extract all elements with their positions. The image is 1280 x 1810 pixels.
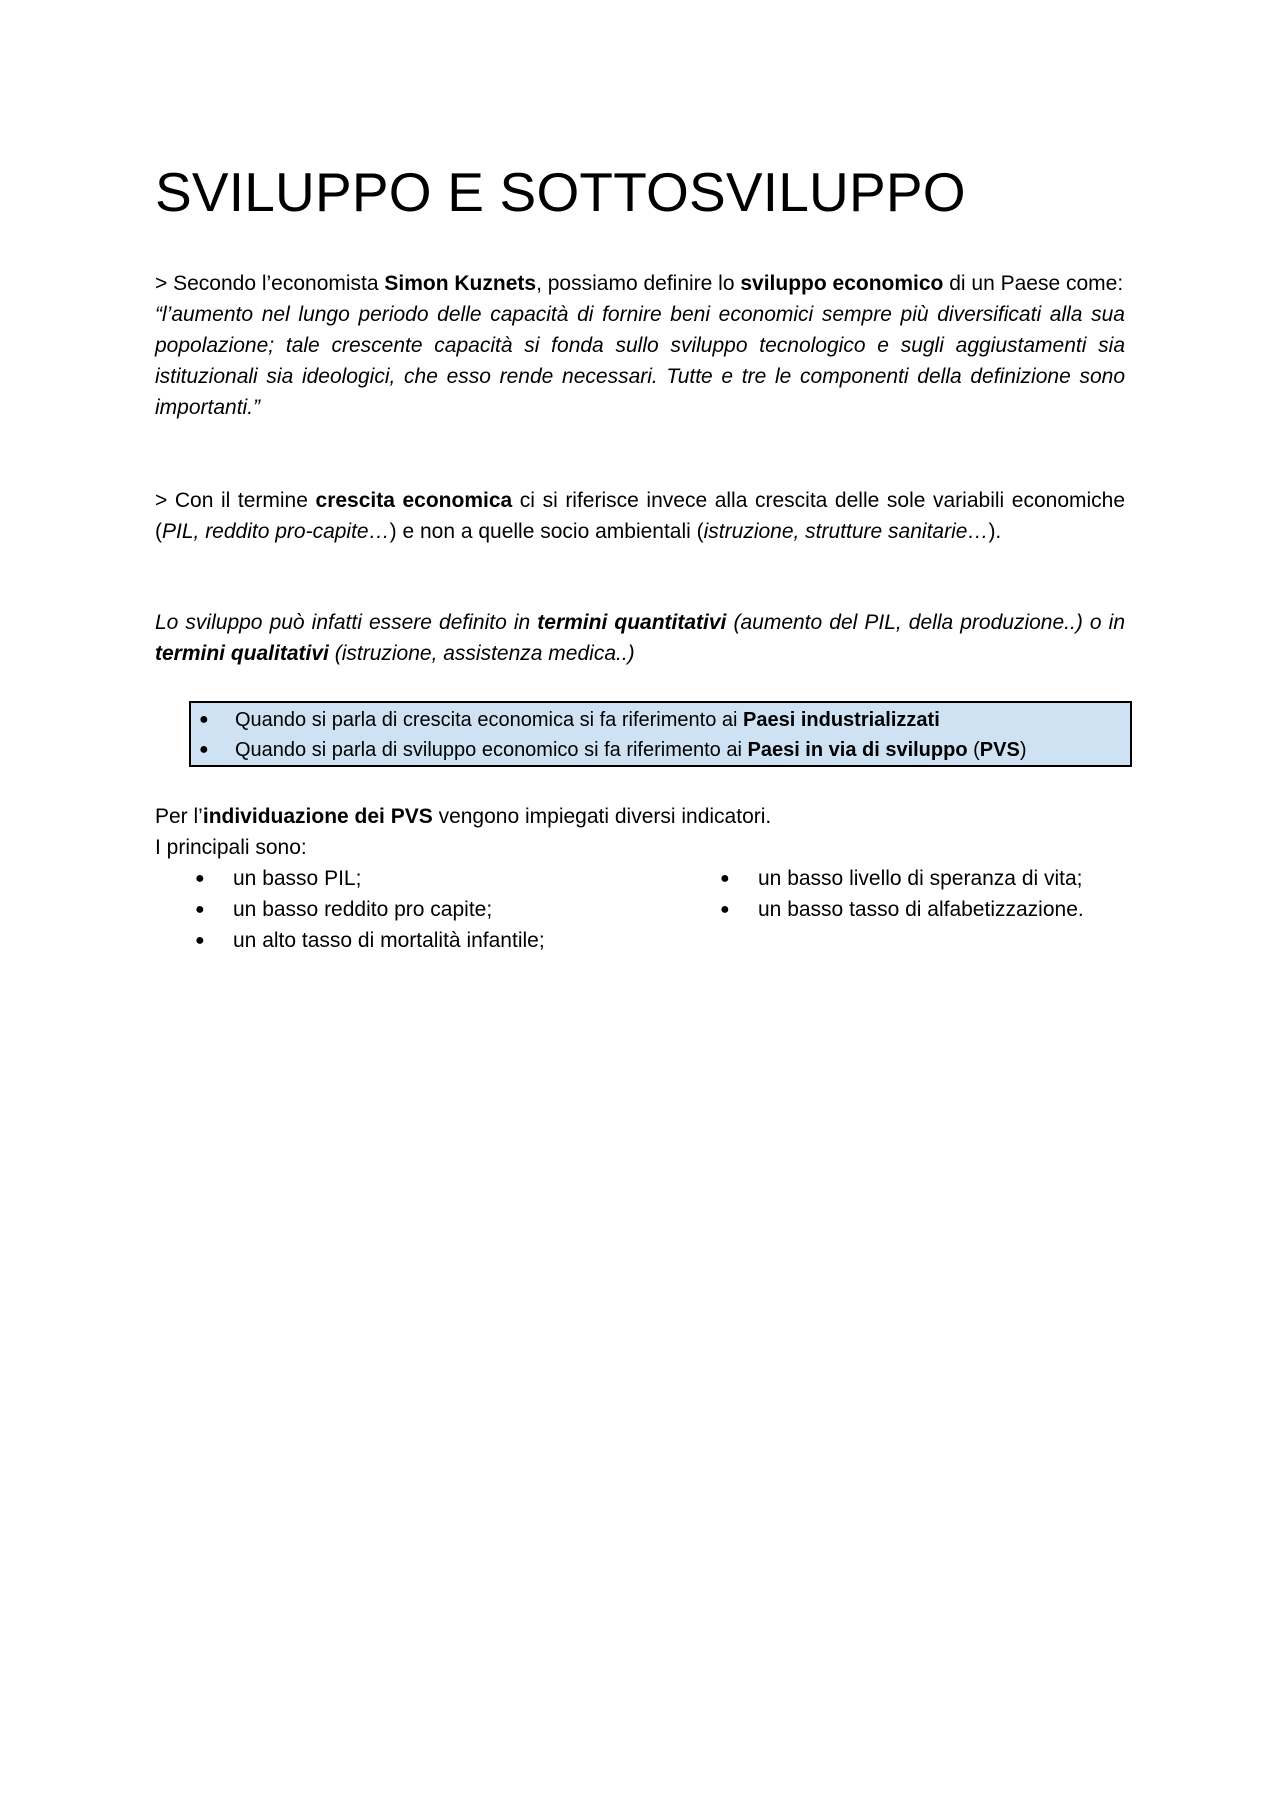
definition-quote: “l’aumento nel lungo periodo delle capacità di fornire beni economici sempre più diversificati alla sua popolazione; tale crescente capacità si fonda sullo sviluppo tecnologico e sugli aggiustamenti sia istituzionali sia ideologici, che esso rende necessari. Tutte e tre le componenti della definizione sono importanti.” — [155, 303, 1125, 419]
text-span: ). — [988, 520, 1002, 543]
box-item-text — [235, 705, 940, 735]
box-item-text — [235, 735, 1026, 765]
bold-name: Simon Kuznets — [384, 272, 537, 295]
bold-term: crescita economica — [315, 489, 513, 512]
bullet-icon: ● — [199, 741, 209, 758]
bold-term: Paesi industrializzati — [743, 709, 940, 731]
text-span: ) — [1019, 739, 1027, 761]
text-span: Lo sviluppo può infatti essere definito in — [155, 611, 538, 634]
bullet-icon: ● — [720, 901, 730, 918]
list-item-text: un alto tasso di mortalità infantile; — [233, 929, 545, 952]
highlight-box — [189, 701, 1132, 767]
bullet-icon: ● — [195, 932, 205, 949]
text-span: (istruzione, assistenza medica..) — [328, 642, 635, 665]
bold-term: individuazione dei PVS — [202, 805, 433, 828]
text-span: Quando si parla di sviluppo economico si fa riferimento ai — [235, 739, 748, 761]
bold-term: termini quantitativi — [537, 611, 727, 634]
text-span: , possiamo definire lo — [536, 272, 741, 295]
italic-examples: PIL, reddito pro-capite… — [162, 520, 390, 543]
bold-term: termini qualitativi — [155, 642, 329, 665]
text-span: > Secondo l’economista — [155, 272, 385, 295]
paragraph-principali: I principali sono: — [155, 836, 307, 859]
list-item-text: un basso reddito pro capite; — [233, 898, 493, 921]
page-title: SVILUPPO E SOTTOSVILUPPO — [155, 161, 966, 223]
list-item-text: un basso PIL; — [233, 867, 362, 890]
text-span: ( — [967, 739, 980, 761]
list-item-text: un basso livello di speranza di vita; — [758, 867, 1083, 890]
text-span: ) e non a quelle socio ambientali ( — [389, 520, 704, 543]
bullet-icon: ● — [720, 870, 730, 887]
bold-term: sviluppo economico — [740, 272, 944, 295]
bullet-icon: ● — [195, 901, 205, 918]
italic-examples: istruzione, strutture sanitarie… — [703, 520, 989, 543]
paragraph-kuznets — [155, 268, 1125, 423]
text-span: Per l’ — [155, 805, 203, 828]
bold-term: Paesi in via di sviluppo — [747, 739, 968, 761]
text-span: (aumento del PIL, della produzione..) o in — [726, 611, 1126, 634]
text-span: > Con il termine — [155, 489, 316, 512]
paragraph-sviluppo-termini — [155, 607, 1125, 669]
bullet-icon: ● — [199, 711, 209, 728]
paragraph-indicatori — [155, 801, 1125, 832]
paragraph-crescita — [155, 485, 1125, 547]
bullet-icon: ● — [195, 870, 205, 887]
text-span: ci si riferisce invece alla crescita delle sole variabili economiche ( — [155, 489, 1126, 543]
text-span: Quando si parla di crescita economica si fa riferimento ai — [235, 709, 744, 731]
text-span: vengono impiegati diversi indicatori. — [432, 805, 772, 828]
bold-abbr: PVS — [979, 739, 1020, 761]
text-span: di un Paese come: — [943, 272, 1124, 295]
list-item-text: un basso tasso di alfabetizzazione. — [758, 898, 1084, 921]
